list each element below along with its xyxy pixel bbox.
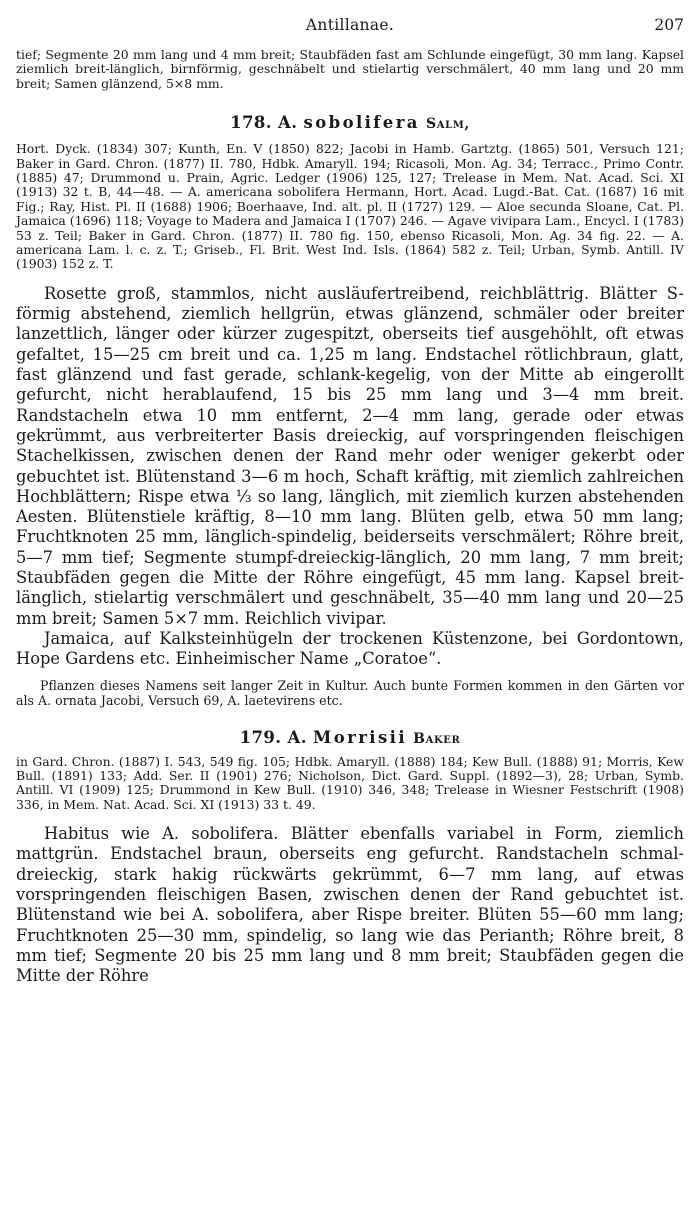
- species-179-epithet: Morrisii: [313, 727, 407, 747]
- species-179-author: Baker: [413, 730, 461, 747]
- running-head: Antillanae.: [305, 16, 395, 34]
- continuation-paragraph: tief; Segmente 20 mm lang und 4 mm breit; Staubfäden fast am Schlunde eingefügt, 30 mm lang. Kapsel ziemlich breit-länglich, birnförmig, geschnäbelt und stielartig verschmälert, 40 mm lang und 20 mm breit; Samen glänzend, 5×8 mm.: [16, 47, 684, 91]
- species-179-number: 179. A.: [239, 727, 307, 747]
- species-179-description: Habitus wie A. sobolifera. Blätter ebenfalls variabel in Form, ziemlich mattgrün. Endstachel braun, oberseits eng gefurcht. Randstacheln schmal-dreieckig, stark hakig rückwärts gekrümmt, 6—7 mm lang, auf etwas vorspringenden fleischigen Basen, zwischen denen der Rand gebuchtet ist. Blütenstand wie bei A. sobolifera, aber Rispe breiter. Blüten 55—60 mm lang; Fruchtknoten 25—30 mm, spindelig, so lang wie das Perianth; Röhre breit, 8 mm tief; Segmente 20 bis 25 mm lang und 8 mm breit; Staubfäden gegen die Mitte der Röhre: [16, 824, 684, 986]
- species-178-epithet: sobolifera: [303, 113, 420, 133]
- species-178-note: Pflanzen dieses Namens seit langer Zeit in Kultur. Auch bunte Formen kommen in den Gärten vor als A. ornata Jacobi, Versuch 69, A. laetevirens etc.: [16, 677, 684, 708]
- species-178-author: Salm,: [426, 116, 470, 133]
- species-179-heading: [16, 728, 684, 747]
- species-178-distribution: Jamaica, auf Kalksteinhügeln der trockenen Küstenzone, bei Gordontown, Hope Gardens etc. Einheimischer Name „Coratoe“.: [16, 628, 684, 669]
- species-178-synonymy: Hort. Dyck. (1834) 307; Kunth, En. V (1850) 822; Jacobi in Hamb. Gartztg. (1865) 501, Versuch 121; Baker in Gard. Chron. (1877) II. 780, Hdbk. Amaryll. 194; Ricasoli, Mon. Ag. 34; Terracc., Primo Contr. (1885) 47; Drummond u. Prain, Agric. Ledger (1906) 125, 127; Trelease in Mem. Nat. Acad. Sci. XI (1913) 32 t. B, 44—48. — A. americana sobolifera Hermann, Hort. Acad. Lugd.-Bat. Cat. (1687) 16 mit Fig.; Ray, Hist. Pl. II (1688) 1906; Boerhaave, Ind. alt. pl. II (1727) 129. — Aloe secunda Sloane, Cat. Pl. Jamaica (1696) 118; Voyage to Madera and Jamaica I (1707) 246. — Agave vivipara Lam., Encycl. I (1783) 53 z. Teil; Baker in Gard. Chron. (1877) II. 780 fig. 150, ebenso Ricasoli, Mon. Ag. 34 fig. 22. — A. americana Lam. l. c. z. T.; Griseb., Fl. Brit. West Ind. Isls. (1864) 582 z. Teil; Urban, Symb. Antill. IV (1903) 152 z. T.: [16, 141, 684, 272]
- species-179-synonymy: in Gard. Chron. (1887) I. 543, 549 fig. 105; Hdbk. Amaryll. (1888) 184; Kew Bull. (1888) 91; Morris, Kew Bull. (1891) 133; Add. Ser. II (1901) 276; Nicholson, Dict. Gard. Suppl. (1892—3), 28; Urban, Symb. Antill. VI (1909) 125; Drummond in Kew Bull. (1910) 346, 348; Trelease in Wiesner Festschrift (1908) 336, in Mem. Nat. Acad. Sci. XI (1913) 33 t. 49.: [16, 753, 684, 812]
- species-178-description: Rosette groß, stammlos, nicht ausläufertreibend, reichblättrig. Blätter S-förmig abstehend, ziemlich hellgrün, etwas glänzend, schmäler oder breiter lanzettlich, länger oder kürzer zugespitzt, oberseits tief ausgehöhlt, oft etwas gefaltet, 15—25 cm breit und ca. 1,25 m lang. Endstachel rötlichbraun, glatt, fast glänzend und fast gerade, schlank-kegelig, von der Mitte ab eingerollt gefurcht, nicht herablaufend, 15 bis 25 mm lang und 3—4 mm breit. Randstacheln etwa 10 mm entfernt, 2—4 mm lang, gerade oder etwas gekrümmt, aus verbreiterter Basis dreieckig, auf vorspringenden fleischigen Stachelkissen, zwischen denen der Rand mehr oder weniger gekerbt oder gebuchtet ist. Blütenstand 3—6 m hoch, Schaft kräftig, mit ziemlich zahlreichen Hochblättern; Rispe etwa ⅓ so lang, länglich, mit ziemlich kurzen abstehenden Aesten. Blütenstiele kräftig, 8—10 mm lang. Blüten gelb, etwa 50 mm lang; Fruchtknoten 25 mm, länglich-spindelig, beiderseits verschmälert; Röhre breit, 5—7 mm tief; Segmente stumpf-dreieckig-länglich, 20 mm lang, 7 mm breit; Staubfäden gegen die Mitte der Röhre eingefügt, 45 mm lang. Kapsel breit-länglich, stielartig verschmälert und geschnäbelt, 35—40 mm lang und 20—25 mm breit; Samen 5×7 mm. Reichlich vivipar.: [16, 283, 684, 628]
- page-number: 207: [654, 16, 684, 34]
- page-header: [16, 14, 684, 44]
- species-178-heading: [16, 113, 684, 132]
- species-178-number: 178. A.: [230, 113, 298, 133]
